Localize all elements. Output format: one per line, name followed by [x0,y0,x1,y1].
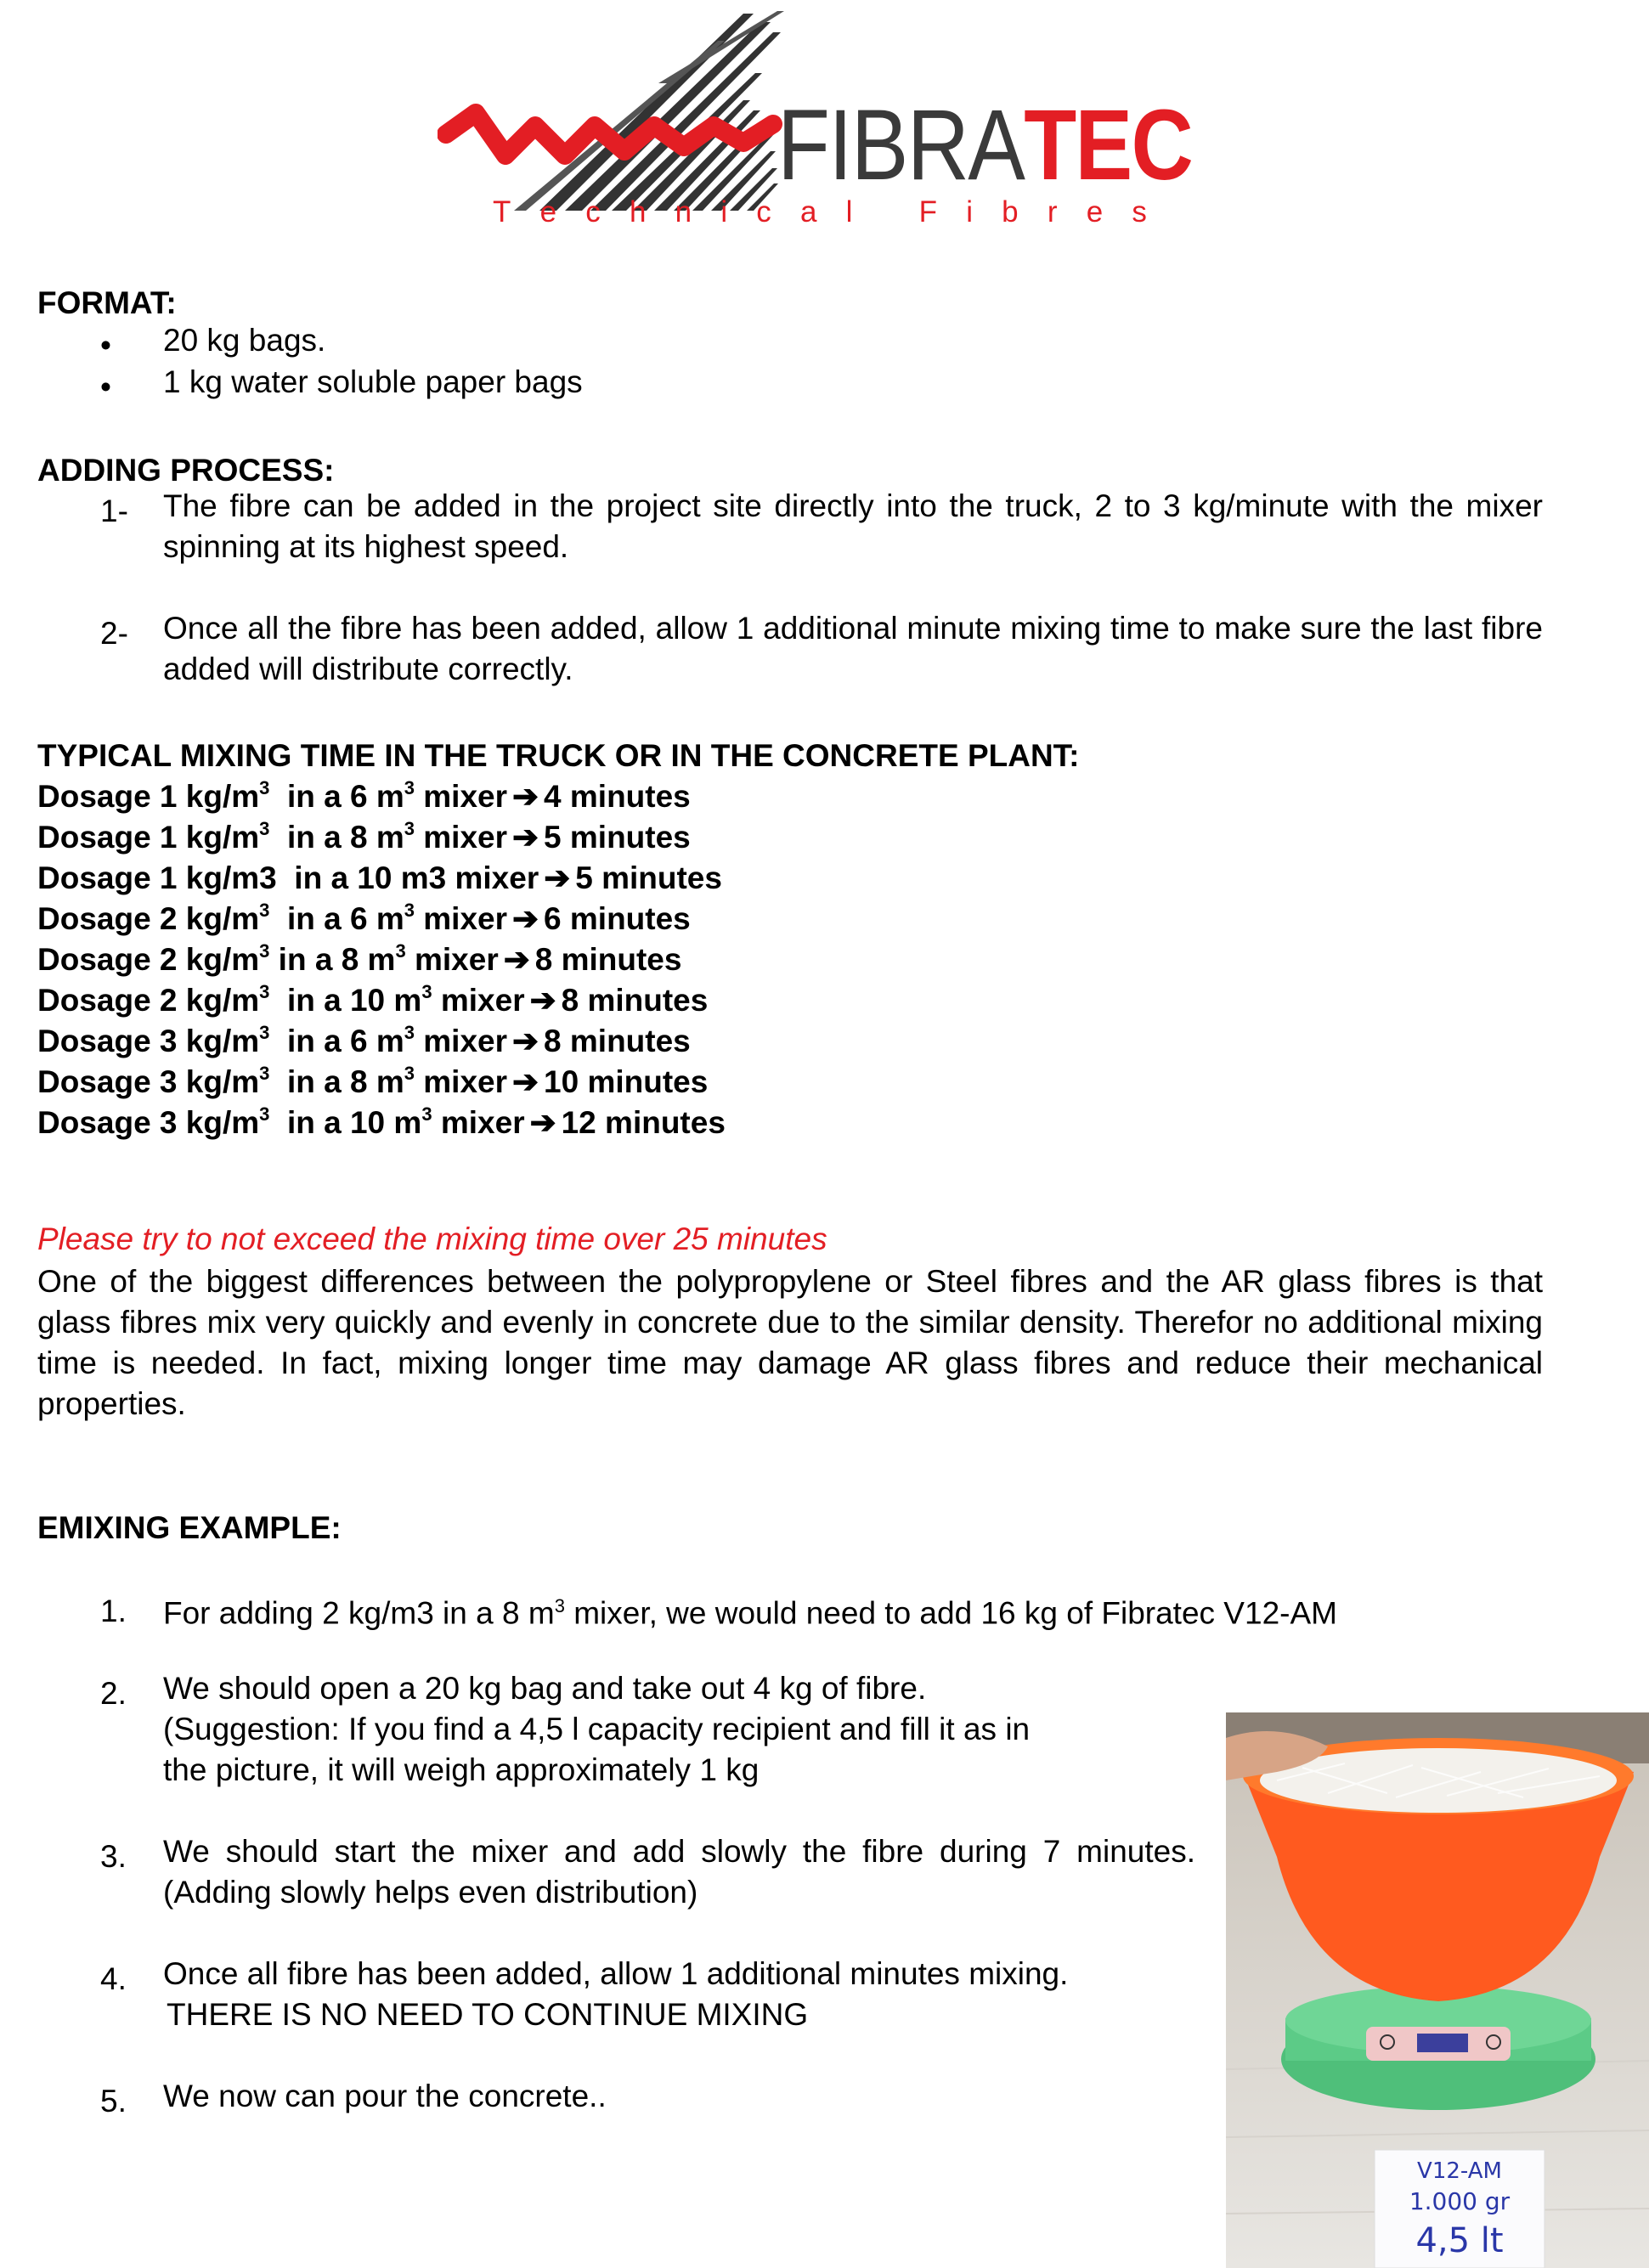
arrow-right-icon: ➔ [512,1024,539,1058]
example-step-4-line1: Once all fibre has been added, allow 1 additional minutes mixing. [163,1956,1069,1991]
superscript: 3 [259,981,270,1002]
dosage-time: 4 minutes [544,779,691,814]
dosage-time: 5 minutes [575,860,722,895]
example-step-1-text: For adding 2 kg/m3 in a 8 m [163,1595,555,1631]
brand-tagline [493,197,1147,227]
list-number: 5. [100,2084,127,2118]
dosage-text: mixer [415,901,508,936]
tagline-letter: T [493,195,511,228]
superscript: 3 [259,1022,270,1043]
photo-label-line3: 4,5 lt [1415,2221,1504,2260]
tagline-letter: b [1002,195,1019,228]
superscript: 3 [404,818,415,839]
arrow-right-icon: ➔ [512,1064,539,1099]
tagline-letter: c [756,195,771,228]
dosage-text: Dosage 2 kg/m [37,901,260,936]
tagline-letter: e [1086,195,1104,228]
dosage-text: Dosage 1 kg/m [37,779,260,814]
dosage-text: in a 6 m [269,901,404,936]
arrow-right-icon: ➔ [512,779,539,814]
brand-name-part2: TEC [1024,89,1193,201]
arrow-right-icon: ➔ [512,901,539,936]
dosage-text: in a 8 m [269,1064,404,1099]
dosage-text: mixer [432,1105,525,1140]
list-number: 2. [100,1676,127,1711]
arrow-right-icon: ➔ [529,983,556,1018]
adding-process-heading: ADDING PROCESS: [37,453,335,488]
superscript: 3 [421,1103,432,1125]
example-step-1 [163,1586,1337,1633]
dosage-text: mixer [432,983,525,1018]
superscript: 3 [259,1103,270,1125]
tagline-letter: i [966,195,973,228]
dosage-time: 10 minutes [544,1064,709,1099]
arrow-right-icon: ➔ [512,820,539,855]
adding-step: The fibre can be added in the project site directly into the truck, 2 to 3 kg/minute with the mixer spinning at its highest speed. [163,488,1543,564]
tagline-letter: n [675,195,692,228]
brand-name [777,89,1193,201]
brand-name-part1: FIBRA [777,89,1025,201]
tagline-letter: h [629,195,647,228]
format-item: 1 kg water soluble paper bags [163,364,583,399]
superscript: 3 [259,940,270,962]
dosage-row [37,1022,691,1058]
dosage-time: 12 minutes [561,1105,726,1140]
dosage-row [37,940,682,977]
dosage-text: Dosage 2 kg/m [37,942,260,977]
example-heading: EMIXING EXAMPLE: [37,1510,342,1545]
superscript: 3 [259,1063,270,1084]
example-step-2-line3: the picture, it will weigh approximately 1 kg [163,1752,760,1787]
example-step-4-line2: THERE IS NO NEED TO CONTINUE MIXING [167,1997,809,2032]
dosage-text: in a 6 m [269,779,404,814]
dosage-text: in a 6 m [269,1024,404,1058]
arrow-right-icon: ➔ [544,860,571,895]
tagline-letter: F [918,195,937,228]
dosage-text: in a 10 m [269,983,422,1018]
tagline-letter: c [585,195,601,228]
photo-label-line2: 1.000 gr [1409,2187,1511,2215]
dosage-row [37,1063,709,1099]
superscript: 3 [259,818,270,839]
dosage-text: Dosage 1 kg/m3 in a 10 m3 mixer [37,860,539,895]
dosage-row [37,900,691,936]
arrow-right-icon: ➔ [503,942,530,977]
dosage-text: in a 8 m [269,820,404,855]
fibre-bowl-photo [1226,1712,1649,2268]
dosage-time: 8 minutes [561,983,709,1018]
dosage-row [37,1103,726,1140]
dosage-time: 8 minutes [534,942,682,977]
dosage-text: mixer [415,1024,508,1058]
photo-illustration [1226,1712,1649,2268]
example-step-2-line2: (Suggestion: If you find a 4,5 l capacity recipient and fill it as in [163,1712,1031,1746]
dosage-text: in a 10 m [269,1105,422,1140]
arrow-right-icon: ➔ [529,1105,556,1140]
tagline-letter: s [1132,195,1147,228]
dosage-text: Dosage 1 kg/m [37,820,260,855]
dosage-row [37,862,722,894]
dosage-text: Dosage 2 kg/m [37,983,260,1018]
tagline-letter: i [720,195,728,228]
tagline-letter: r [1047,195,1058,228]
dosage-row [37,777,691,814]
format-heading: FORMAT: [37,285,177,320]
mixing-time-heading: TYPICAL MIXING TIME IN THE TRUCK OR IN THE CONCRETE PLANT: [37,738,1080,773]
tagline-letter [882,197,890,227]
tagline-letter: a [800,195,817,228]
superscript: 3 [554,1595,565,1616]
photo-label-line1: V12-AM [1417,2158,1502,2184]
list-number: 2- [100,616,128,651]
dosage-time: 6 minutes [544,901,691,936]
superscript: 3 [259,900,270,921]
tagline-letter: e [539,195,557,228]
superscript: 3 [404,1022,415,1043]
list-number: 1- [100,494,128,528]
dosage-time: 8 minutes [544,1024,691,1058]
dosage-row [37,981,709,1018]
list-number: 1. [100,1594,127,1628]
example-step-3: We should start the mixer and add slowly the fibre during 7 minutes. (Adding slowly helps even distribution) [163,1834,1195,1910]
superscript: 3 [259,777,270,798]
list-number: 3. [100,1839,127,1874]
dosage-text: mixer [415,820,508,855]
dosage-text: mixer [415,1064,508,1099]
dosage-text: Dosage 3 kg/m [37,1064,260,1099]
list-number: 4. [100,1961,127,1996]
superscript: 3 [395,940,406,962]
dosage-text: mixer [405,942,499,977]
example-step-5: We now can pour the concrete.. [163,2079,607,2113]
mixing-warning: Please try to not exceed the mixing time over 25 minutes [37,1221,827,1256]
bullet-icon: • [100,370,111,404]
superscript: 3 [404,1063,415,1084]
bullet-icon: • [100,328,111,363]
adding-step: Once all the fibre has been added, allow 1 additional minute mixing time to make sure the last fibre added will distribute correctly. [163,611,1543,686]
tagline-letter: l [845,195,853,228]
glass-fibre-explanation: One of the biggest differences between the polypropylene or Steel fibres and the AR glass fibres is that glass fibres mix very quickly and evenly in concrete due to the similar density. Therefor no additional mixing time is needed. In fact, mixing longer time may damage AR glass fibres and reduce their mechanical properties. [37,1264,1543,1421]
format-item: 20 kg bags. [163,323,326,358]
dosage-text: Dosage 3 kg/m [37,1024,260,1058]
dosage-text: mixer [415,779,508,814]
dosage-row [37,818,691,855]
superscript: 3 [421,981,432,1002]
example-step-2-line1: We should open a 20 kg bag and take out 4 kg of fibre. [163,1671,927,1706]
dosage-text: Dosage 3 kg/m [37,1105,260,1140]
superscript: 3 [404,777,415,798]
dosage-time: 5 minutes [544,820,691,855]
example-step-1-text-end: mixer, we would need to add 16 kg of Fibratec V12-AM [564,1595,1337,1631]
dosage-text: in a 8 m [269,942,396,977]
superscript: 3 [404,900,415,921]
